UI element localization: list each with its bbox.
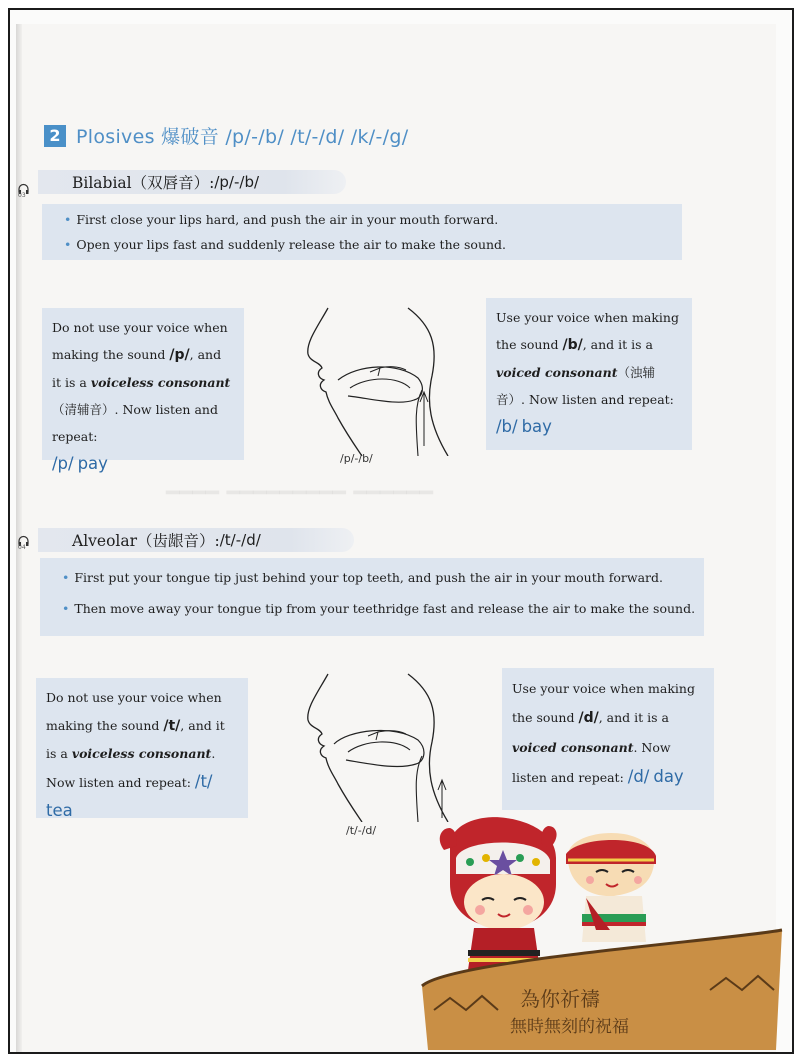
alveolar-voiced-box: Use your voice when making the sound /d/, and it is a voiced consonant. Now listen and repeat: /d/ day bbox=[502, 668, 714, 810]
plaque-text-line1: 為你祈禱 bbox=[520, 987, 600, 1011]
example-word: bay bbox=[521, 417, 552, 436]
section-title-text: Plosives 爆破音 /p/-/b/ /t/-/d/ /k/-/g/ bbox=[76, 126, 409, 148]
bilabial-voiced-box: Use your voice when making the sound /b/, and it is a voiced consonant（浊辅音）. Now listen and repeat: /b/ bay bbox=[486, 298, 692, 450]
list-item: • Open your lips fast and suddenly release the air to make the sound. bbox=[64, 237, 507, 252]
list-item: • Then move away your tongue tip from your teethridge fast and release the air to make the sound. bbox=[62, 601, 696, 616]
example-ipa: /d/ bbox=[627, 767, 650, 786]
figurines-and-plaque bbox=[410, 810, 790, 1050]
example-word: pay bbox=[77, 454, 108, 473]
example-ipa: /b/ bbox=[496, 417, 518, 436]
section-number-badge: 2 bbox=[44, 125, 66, 147]
bilabial-voiceless-box: Do not use your voice when making the sound /p/, and it is a voiceless consonant（清辅音）. Now listen and repeat: /p/ pay bbox=[42, 308, 244, 460]
headphones-icon[interactable] bbox=[18, 180, 29, 199]
example-word: day bbox=[653, 767, 684, 786]
example-ipa: /p/ bbox=[52, 454, 74, 473]
headphones-icon[interactable] bbox=[18, 532, 29, 551]
left-figurine bbox=[440, 817, 557, 982]
bilabial-instructions bbox=[42, 204, 682, 260]
example-ipa: /t/ bbox=[194, 772, 213, 791]
bilabial-heading-label: Bilabial（双唇音）: bbox=[72, 174, 215, 192]
alveolar-voiceless-box: Do not use your voice when making the sound /t/, and it is a voiceless consonant. Now listen and repeat: /t/ tea bbox=[36, 678, 248, 818]
diagram-caption: /p/-/b/ bbox=[340, 452, 373, 465]
alveolar-mouth-diagram bbox=[298, 672, 458, 822]
audio-track-number: 04 bbox=[18, 544, 26, 551]
audio-track-number: 03 bbox=[18, 192, 26, 199]
photo-frame bbox=[8, 8, 794, 1054]
right-figurine bbox=[566, 833, 656, 942]
section-title bbox=[44, 122, 408, 149]
alveolar-heading-ipa: /t/-/d/ bbox=[219, 531, 261, 549]
show-through-text: ━━━━ ━━━━━━━━━ ━━━━━━ bbox=[166, 480, 433, 506]
alveolar-heading-label: Alveolar（齿龈音）: bbox=[72, 532, 220, 550]
list-item: • First close your lips hard, and push the air in your mouth forward. bbox=[64, 212, 499, 227]
bilabial-heading bbox=[38, 170, 346, 194]
alveolar-heading bbox=[38, 528, 354, 552]
list-item: • First put your tongue tip just behind your top teeth, and push the air in your mouth forward. bbox=[62, 570, 663, 585]
alveolar-instructions bbox=[40, 558, 704, 636]
diagram-caption: /t/-/d/ bbox=[346, 824, 377, 837]
plaque-text-line2: 無時無刻的祝福 bbox=[510, 1017, 629, 1037]
bilabial-mouth-diagram bbox=[298, 306, 458, 456]
example-word: tea bbox=[46, 801, 73, 820]
bilabial-heading-ipa: /p/-/b/ bbox=[214, 173, 260, 191]
